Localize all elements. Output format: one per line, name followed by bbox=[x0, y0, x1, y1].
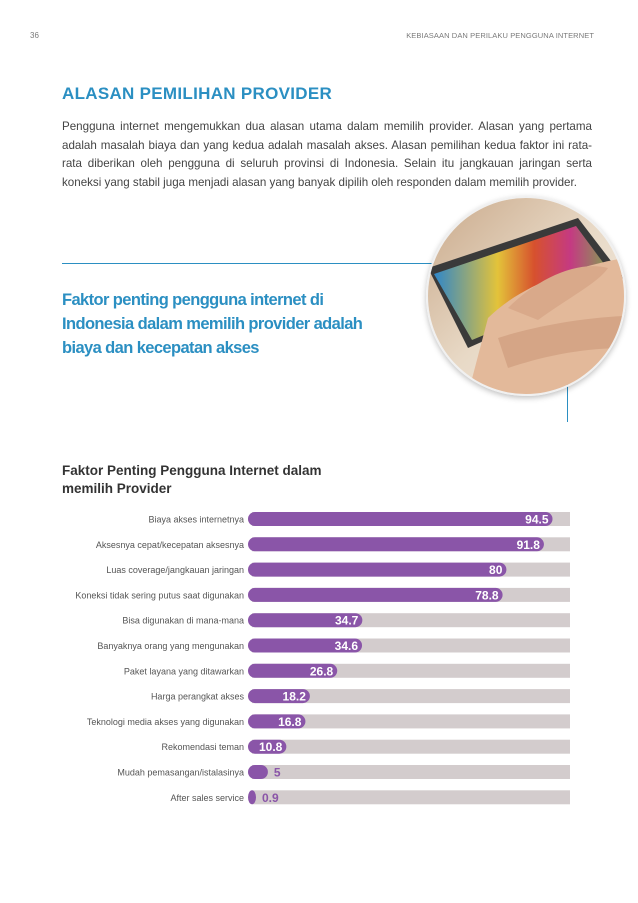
value-label: 16.8 bbox=[278, 714, 302, 729]
bar-track bbox=[252, 765, 570, 779]
category-label: Aksesnya cepat/kecepatan aksesnya bbox=[95, 539, 244, 550]
running-header: KEBIASAAN DAN PERILAKU PENGGUNA INTERNET bbox=[406, 31, 594, 40]
headline-line: Faktor penting pengguna internet di bbox=[62, 291, 324, 309]
bar-track bbox=[252, 740, 570, 754]
category-label: Bisa digunakan di mana-mana bbox=[122, 615, 244, 626]
bar bbox=[248, 765, 268, 779]
category-label: Paket layana yang ditawarkan bbox=[123, 666, 244, 677]
category-label: Harga perangkat akses bbox=[150, 691, 244, 702]
category-label: Banyaknya orang yang mengunakan bbox=[97, 641, 244, 651]
bar bbox=[248, 790, 256, 804]
category-label: Rekomendasi teman bbox=[161, 742, 244, 753]
bar bbox=[248, 563, 506, 577]
headline-line: biaya dan kecepatan akses bbox=[62, 339, 259, 357]
value-label: 91.8 bbox=[516, 537, 540, 552]
bar bbox=[248, 588, 503, 602]
category-label: After sales service bbox=[170, 792, 244, 803]
bar bbox=[248, 512, 553, 526]
bar bbox=[248, 537, 544, 551]
category-label: Mudah pemasangan/istalasinya bbox=[117, 767, 244, 778]
value-label: 10.8 bbox=[258, 740, 283, 755]
value-label: 78.8 bbox=[475, 588, 499, 603]
chart-title-line: memilih Provider bbox=[62, 481, 172, 496]
headline-line: Indonesia dalam memilih provider adalah bbox=[62, 315, 363, 333]
intro-paragraph: Pengguna internet mengemukkan dua alasan utama dalam memilih provider. Alasan yang pertama adalah masalah biaya dan yang kedua adalah masalah akses. Alasan pemilihan kedua faktor ini rata-rata diberikan oleh pengguna di seluruh provinsi di Indonesia. Selain itu jangkauan jaringan serta koneksi yang stabil juga menjadi alasan yang banyak dipilih oleh responden dalam memilih provider. bbox=[62, 120, 592, 189]
bar-track bbox=[252, 790, 570, 804]
category-label: Teknologi media akses yang digunakan bbox=[86, 716, 244, 727]
value-label: 80 bbox=[489, 563, 503, 578]
chart-title-line: Faktor Penting Pengguna Internet dalam bbox=[62, 463, 322, 478]
value-label: 34.7 bbox=[334, 613, 359, 628]
value-label: 0.9 bbox=[262, 790, 279, 805]
value-label: 34.6 bbox=[334, 639, 359, 653]
value-label: 94.5 bbox=[525, 512, 549, 527]
page-number: 36 bbox=[30, 31, 39, 40]
value-label: 26.8 bbox=[309, 664, 334, 679]
section-title: ALASAN PEMILIHAN PROVIDER bbox=[62, 84, 333, 103]
category-label: Koneksi tidak sering putus saat digunakan bbox=[75, 590, 244, 601]
category-label: Luas coverage/jangkauan jaringan bbox=[106, 565, 244, 576]
value-label: 5 bbox=[273, 765, 281, 780]
value-label: 18.2 bbox=[282, 689, 306, 704]
category-label: Biaya akses internetnya bbox=[148, 514, 244, 525]
